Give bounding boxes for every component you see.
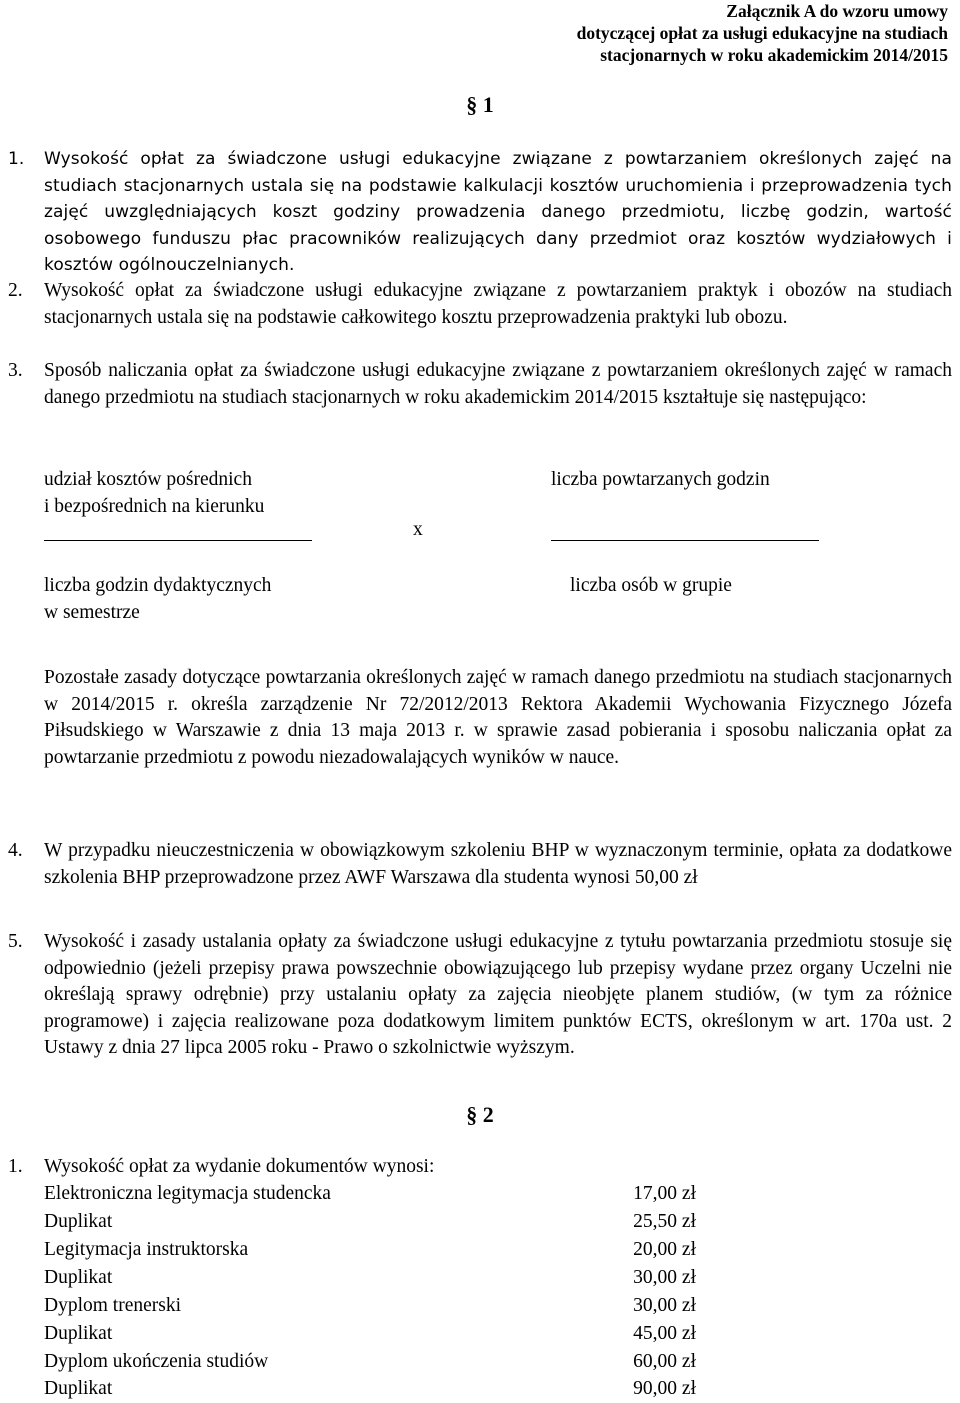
attachment-header bbox=[528, 0, 948, 66]
fee-amount: 30,00 zł bbox=[633, 1295, 696, 1316]
section-1-item-1 bbox=[8, 146, 952, 279]
fee-row bbox=[44, 1292, 696, 1320]
item-text: W przypadku nieuczestniczenia w obowiązkowym szkoleniu BHP w wyznaczonym terminie, opłata za dodatkowe szkolenia BHP przeprowadzone przez AWF Warszawa dla studenta wynosi 50,00 zł bbox=[44, 840, 952, 888]
item-number: 3. bbox=[8, 360, 23, 381]
item-number: 2. bbox=[8, 280, 23, 301]
item-text: Wysokość opłat za wydanie dokumentów wynosi: bbox=[44, 1156, 435, 1177]
left-fraction-bar bbox=[44, 540, 312, 541]
fee-label: Legitymacja instruktorska bbox=[44, 1239, 249, 1260]
item-text: Wysokość opłat za świadczone usługi edukacyjne związane z powtarzaniem określonych zajęć na studiach stacjonarnych ustala się na podstawie kalkulacji kosztów uruchomienia i przeprowadzenia tych zajęć uwzględniających koszt godziny prowadzenia danego przedmiotu, liczbę godzin, wartość osobowego funduszu płac pracowników realizujących dany przedmiot oraz kosztów wydziałowych i kosztów ogólnouczelnianych. bbox=[44, 149, 952, 275]
fee-label: Dyplom trenerski bbox=[44, 1295, 182, 1316]
formula-left-denominator bbox=[44, 572, 271, 626]
header-line-3: stacjonarnych w roku akademickim 2014/2015 bbox=[600, 45, 948, 65]
remaining-rules-paragraph: Pozostałe zasady dotyczące powtarzania określonych zajęć w ramach danego przedmiotu na studiach stacjonarnych w 2014/2015 r. określa zarządzenie Nr 72/2012/2013 Rektora Akademii Wychowania Fizycznego Józefa Piłsudskiego w Warszawie z dnia 13 maja 2013 r. w sprawie zasad pobierania i sposobu naliczania opłat za powtarzanie przedmiotu z powodu niezadowalających wyników w nauce. bbox=[44, 667, 952, 768]
fee-amount: 90,00 zł bbox=[633, 1378, 696, 1399]
section-1-item-3 bbox=[8, 358, 952, 411]
section-2-mark: § 2 bbox=[466, 1102, 494, 1127]
fee-row bbox=[44, 1264, 696, 1292]
right-fraction-bar bbox=[551, 540, 819, 541]
fee-label: Duplikat bbox=[44, 1378, 113, 1399]
section-1-item-2 bbox=[8, 278, 952, 331]
formula-left-denominator-line-1: liczba godzin dydaktycznych bbox=[44, 575, 272, 596]
section-1-item-5 bbox=[8, 929, 952, 1062]
section-2-item-1 bbox=[8, 1154, 952, 1181]
fee-row bbox=[44, 1180, 696, 1208]
multiplication-sign: x bbox=[413, 519, 423, 540]
fee-label: Duplikat bbox=[44, 1211, 113, 1232]
formula-right-denominator: liczba osób w grupie bbox=[570, 575, 732, 596]
section-1-item-4 bbox=[8, 838, 952, 891]
fee-label: Elektroniczna legitymacja studencka bbox=[44, 1183, 331, 1204]
fee-label: Dyplom ukończenia studiów bbox=[44, 1351, 269, 1372]
fee-label: Duplikat bbox=[44, 1323, 113, 1344]
item-text: Wysokość opłat za świadczone usługi edukacyjne związane z powtarzaniem praktyk i obozów na studiach stacjonarnych ustala się na podstawie całkowitego kosztu przeprowadzenia praktyki lub obozu. bbox=[44, 280, 952, 328]
item-text: Wysokość i zasady ustalania opłaty za świadczone usługi edukacyjne z tytułu powtarzania przedmiotu stosuje się odpowiednio (jeżeli przepisy prawa powszechnie obowiązującego lub przepisy wydane przez organy Uczelni nie określają sprawy odrębnie) przy ustalaniu opłaty za zajęcia nieobjęte planem studiów, (w tym za różnice programowe) i zajęcia realizowane poza dodatkowym limitem punktów ECTS, określonym w art. 170a ust. 2 Ustawy z dnia 27 lipca 2005 roku - Prawo o szkolnictwie wyższym. bbox=[44, 931, 952, 1058]
section-1-mark: § 1 bbox=[466, 92, 494, 117]
fee-amount: 17,00 zł bbox=[633, 1183, 696, 1204]
formula-left-numerator-line-1: udział kosztów pośrednich bbox=[44, 469, 252, 490]
formula-left-numerator bbox=[44, 466, 264, 520]
formula-left-denominator-line-2: w semestrze bbox=[44, 602, 140, 623]
formula-left-numerator-line-2: i bezpośrednich na kierunku bbox=[44, 496, 265, 517]
header-line-1: Załącznik A do wzoru umowy bbox=[726, 1, 948, 21]
fee-amount: 60,00 zł bbox=[633, 1351, 696, 1372]
formula-right-numerator: liczba powtarzanych godzin bbox=[551, 469, 770, 490]
item-number: 1. bbox=[8, 1156, 23, 1177]
fee-row bbox=[44, 1236, 696, 1264]
fee-row bbox=[44, 1375, 696, 1403]
item-number: 1. bbox=[8, 149, 25, 169]
fee-amount: 20,00 zł bbox=[633, 1239, 696, 1260]
item-number: 5. bbox=[8, 931, 23, 952]
item-number: 4. bbox=[8, 840, 23, 861]
fee-row bbox=[44, 1320, 696, 1348]
fee-label: Duplikat bbox=[44, 1267, 113, 1288]
fee-row bbox=[44, 1348, 696, 1376]
item-text: Sposób naliczania opłat za świadczone usługi edukacyjne związane z powtarzaniem określonych zajęć w ramach danego przedmiotu na studiach stacjonarnych w roku akademickim 2014/2015 kształtuje się następująco: bbox=[44, 360, 952, 408]
fee-row bbox=[44, 1208, 696, 1236]
fee-amount: 30,00 zł bbox=[633, 1267, 696, 1288]
fee-amount: 25,50 zł bbox=[633, 1211, 696, 1232]
fee-amount: 45,00 zł bbox=[633, 1323, 696, 1344]
header-line-2: dotyczącej opłat za usługi edukacyjne na studiach bbox=[576, 23, 948, 43]
